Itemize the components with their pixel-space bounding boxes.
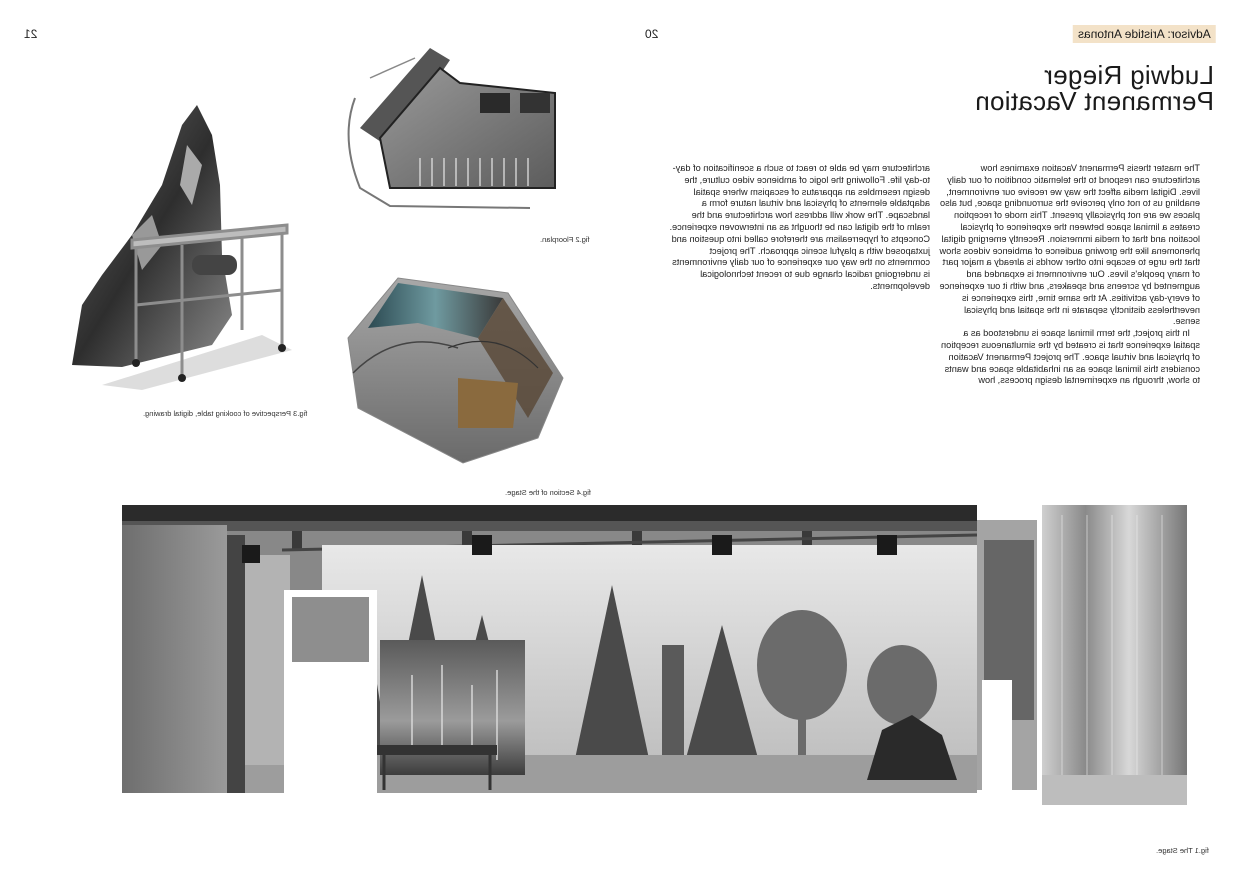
- caption-fig3: fig.3 Perspective of cooking table, digital drawing.: [143, 409, 308, 418]
- stage-panorama-figure: [122, 505, 1198, 810]
- caption-fig4: fig.4 Section of the Stage.: [505, 488, 591, 497]
- cooking-table-figure: [62, 105, 302, 390]
- body-paragraph-2: In this project, the term liminal space is understood as a spatial experience that is created by the simultaneous reception of physical and virtual space. The project Permanent Vacation considers this liminal space as an inhabitable space and wants to show, through an experimental design process, how: [941, 328, 1200, 386]
- stage-section-figure: [338, 268, 570, 468]
- page-number-right: 20: [645, 27, 659, 41]
- floorplan-figure: [320, 38, 570, 218]
- body-column-1: [938, 163, 1200, 388]
- title-line-2: Permanent Vacation: [974, 86, 1214, 116]
- page-number-left: 21: [24, 27, 38, 41]
- caption-fig1: fig.1 The Stage.: [1156, 846, 1209, 855]
- body-paragraph-1: The master thesis Permanent Vacation examines how architecture can respond to the telematic condition of our daily lives. Digital media affect the way we receive our environment, enabling us to not only perceive the surrounding space, but also places we are not physically present. This mode of reception creates a liminal space between the experience of physical location and that of media immersion. Recently emerging digital phenomena like the growing audience of ambience videos show that the urge to escape into other worlds is already a major part of many people's lives. Our environment is expanded and augmented by screens and speakers, and with it our experience of every-day activities. At the same time, this experience is nevertheless distinctly separate in the spatial and physical sense.: [939, 163, 1200, 327]
- body-paragraph-3: architecture may be able to react to such a scenification of day-to-day life. Following the logic of ambience video culture, the design resembles an apparatus of escapism where spatial adaptable elements of physical and virtual nature form a landscape. The work will address how architecture and the realm of the digital can be thought as an interwoven experience. Concepts of hyperrealism are therefore called into question and juxtaposed with a playful scenic approach. The project comments on the way our experience of our daily environments is undergoing radical change due to recent technological developments.: [669, 163, 930, 291]
- title-line-1: Ludwig Rieger: [1043, 60, 1214, 90]
- body-column-2: [668, 163, 930, 294]
- advisor-label: Advisor: Aristide Antonas: [1073, 25, 1216, 43]
- caption-fig2: fig.2 Floorplan.: [540, 235, 590, 244]
- page-title: [934, 62, 1214, 115]
